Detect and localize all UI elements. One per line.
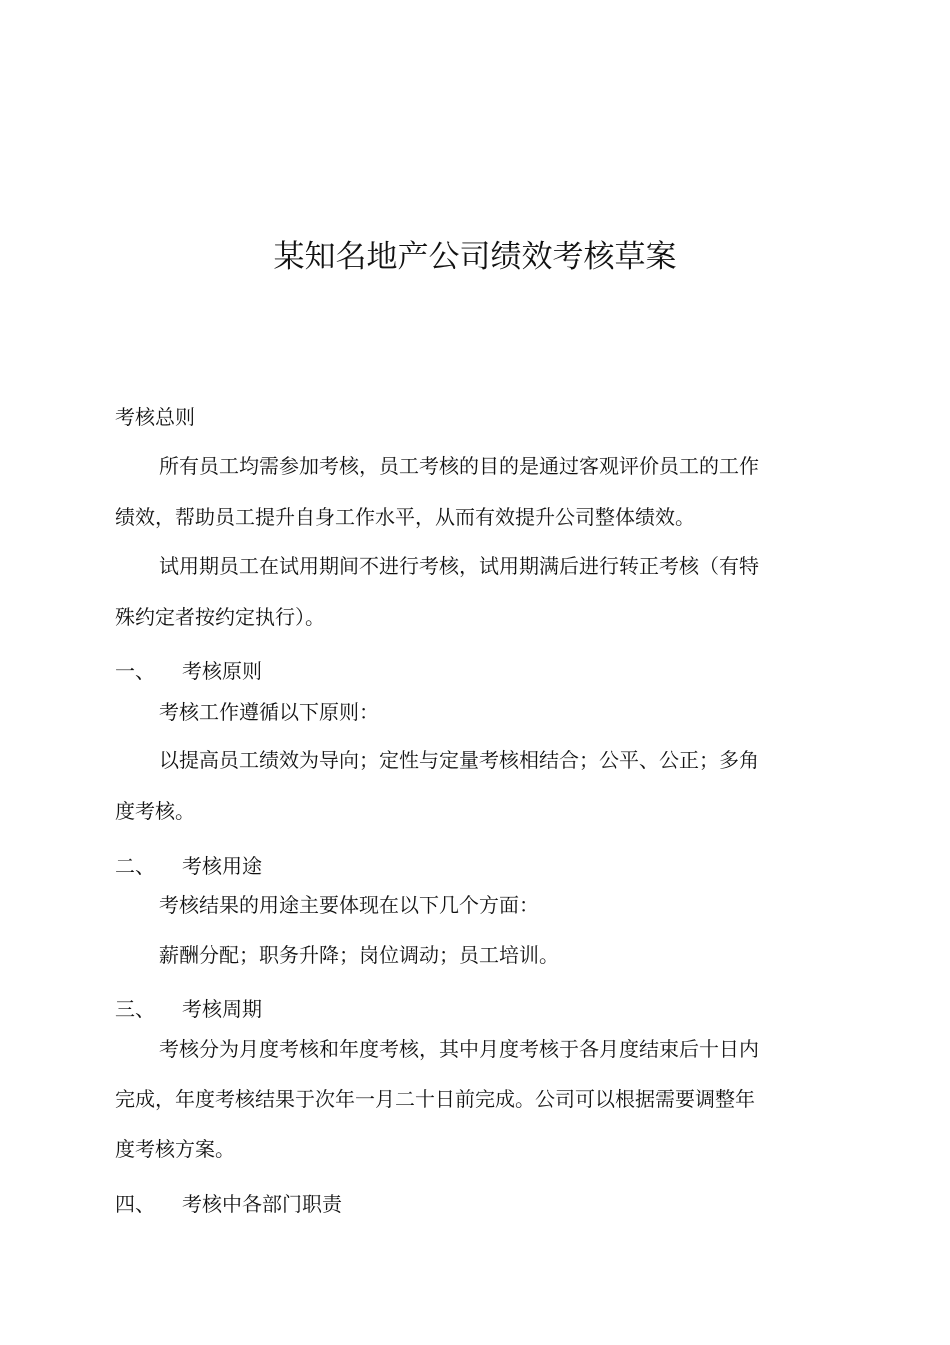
section-4-number: 四、 — [115, 1192, 155, 1216]
section-1-line-1: 考核工作遵循以下原则： — [159, 700, 379, 724]
section-1-number: 一、 — [115, 659, 155, 683]
section-3-number: 三、 — [115, 997, 155, 1021]
general-para1-line2: 绩效，帮助员工提升自身工作水平，从而有效提升公司整体绩效。 — [115, 505, 695, 529]
section-3-line-3: 度考核方案。 — [115, 1137, 235, 1161]
section-3-title: 考核周期 — [182, 997, 262, 1021]
general-para2-line1: 试用期员工在试用期间不进行考核，试用期满后进行转正考核（有特 — [159, 554, 759, 578]
section-2-title: 考核用途 — [182, 854, 262, 878]
section-1-line-2: 以提高员工绩效为导向；定性与定量考核相结合；公平、公正；多角 — [159, 748, 759, 772]
general-heading: 考核总则 — [115, 405, 195, 429]
section-3-line-1: 考核分为月度考核和年度考核，其中月度考核于各月度结束后十日内 — [159, 1037, 759, 1061]
section-2-line-1: 考核结果的用途主要体现在以下几个方面： — [159, 893, 539, 917]
section-3-line-2: 完成，年度考核结果于次年一月二十日前完成。公司可以根据需要调整年 — [115, 1087, 755, 1111]
general-para2-line2: 殊约定者按约定执行）。 — [115, 605, 325, 629]
section-1-title: 考核原则 — [182, 659, 262, 683]
section-2-number: 二、 — [115, 854, 155, 878]
section-4-title: 考核中各部门职责 — [182, 1192, 342, 1216]
document-title: 某知名地产公司绩效考核草案 — [273, 239, 677, 275]
section-2-line-2: 薪酬分配；职务升降；岗位调动；员工培训。 — [159, 943, 559, 967]
section-1-line-3: 度考核。 — [115, 799, 195, 823]
general-para1-line1: 所有员工均需参加考核，员工考核的目的是通过客观评价员工的工作 — [159, 454, 759, 478]
